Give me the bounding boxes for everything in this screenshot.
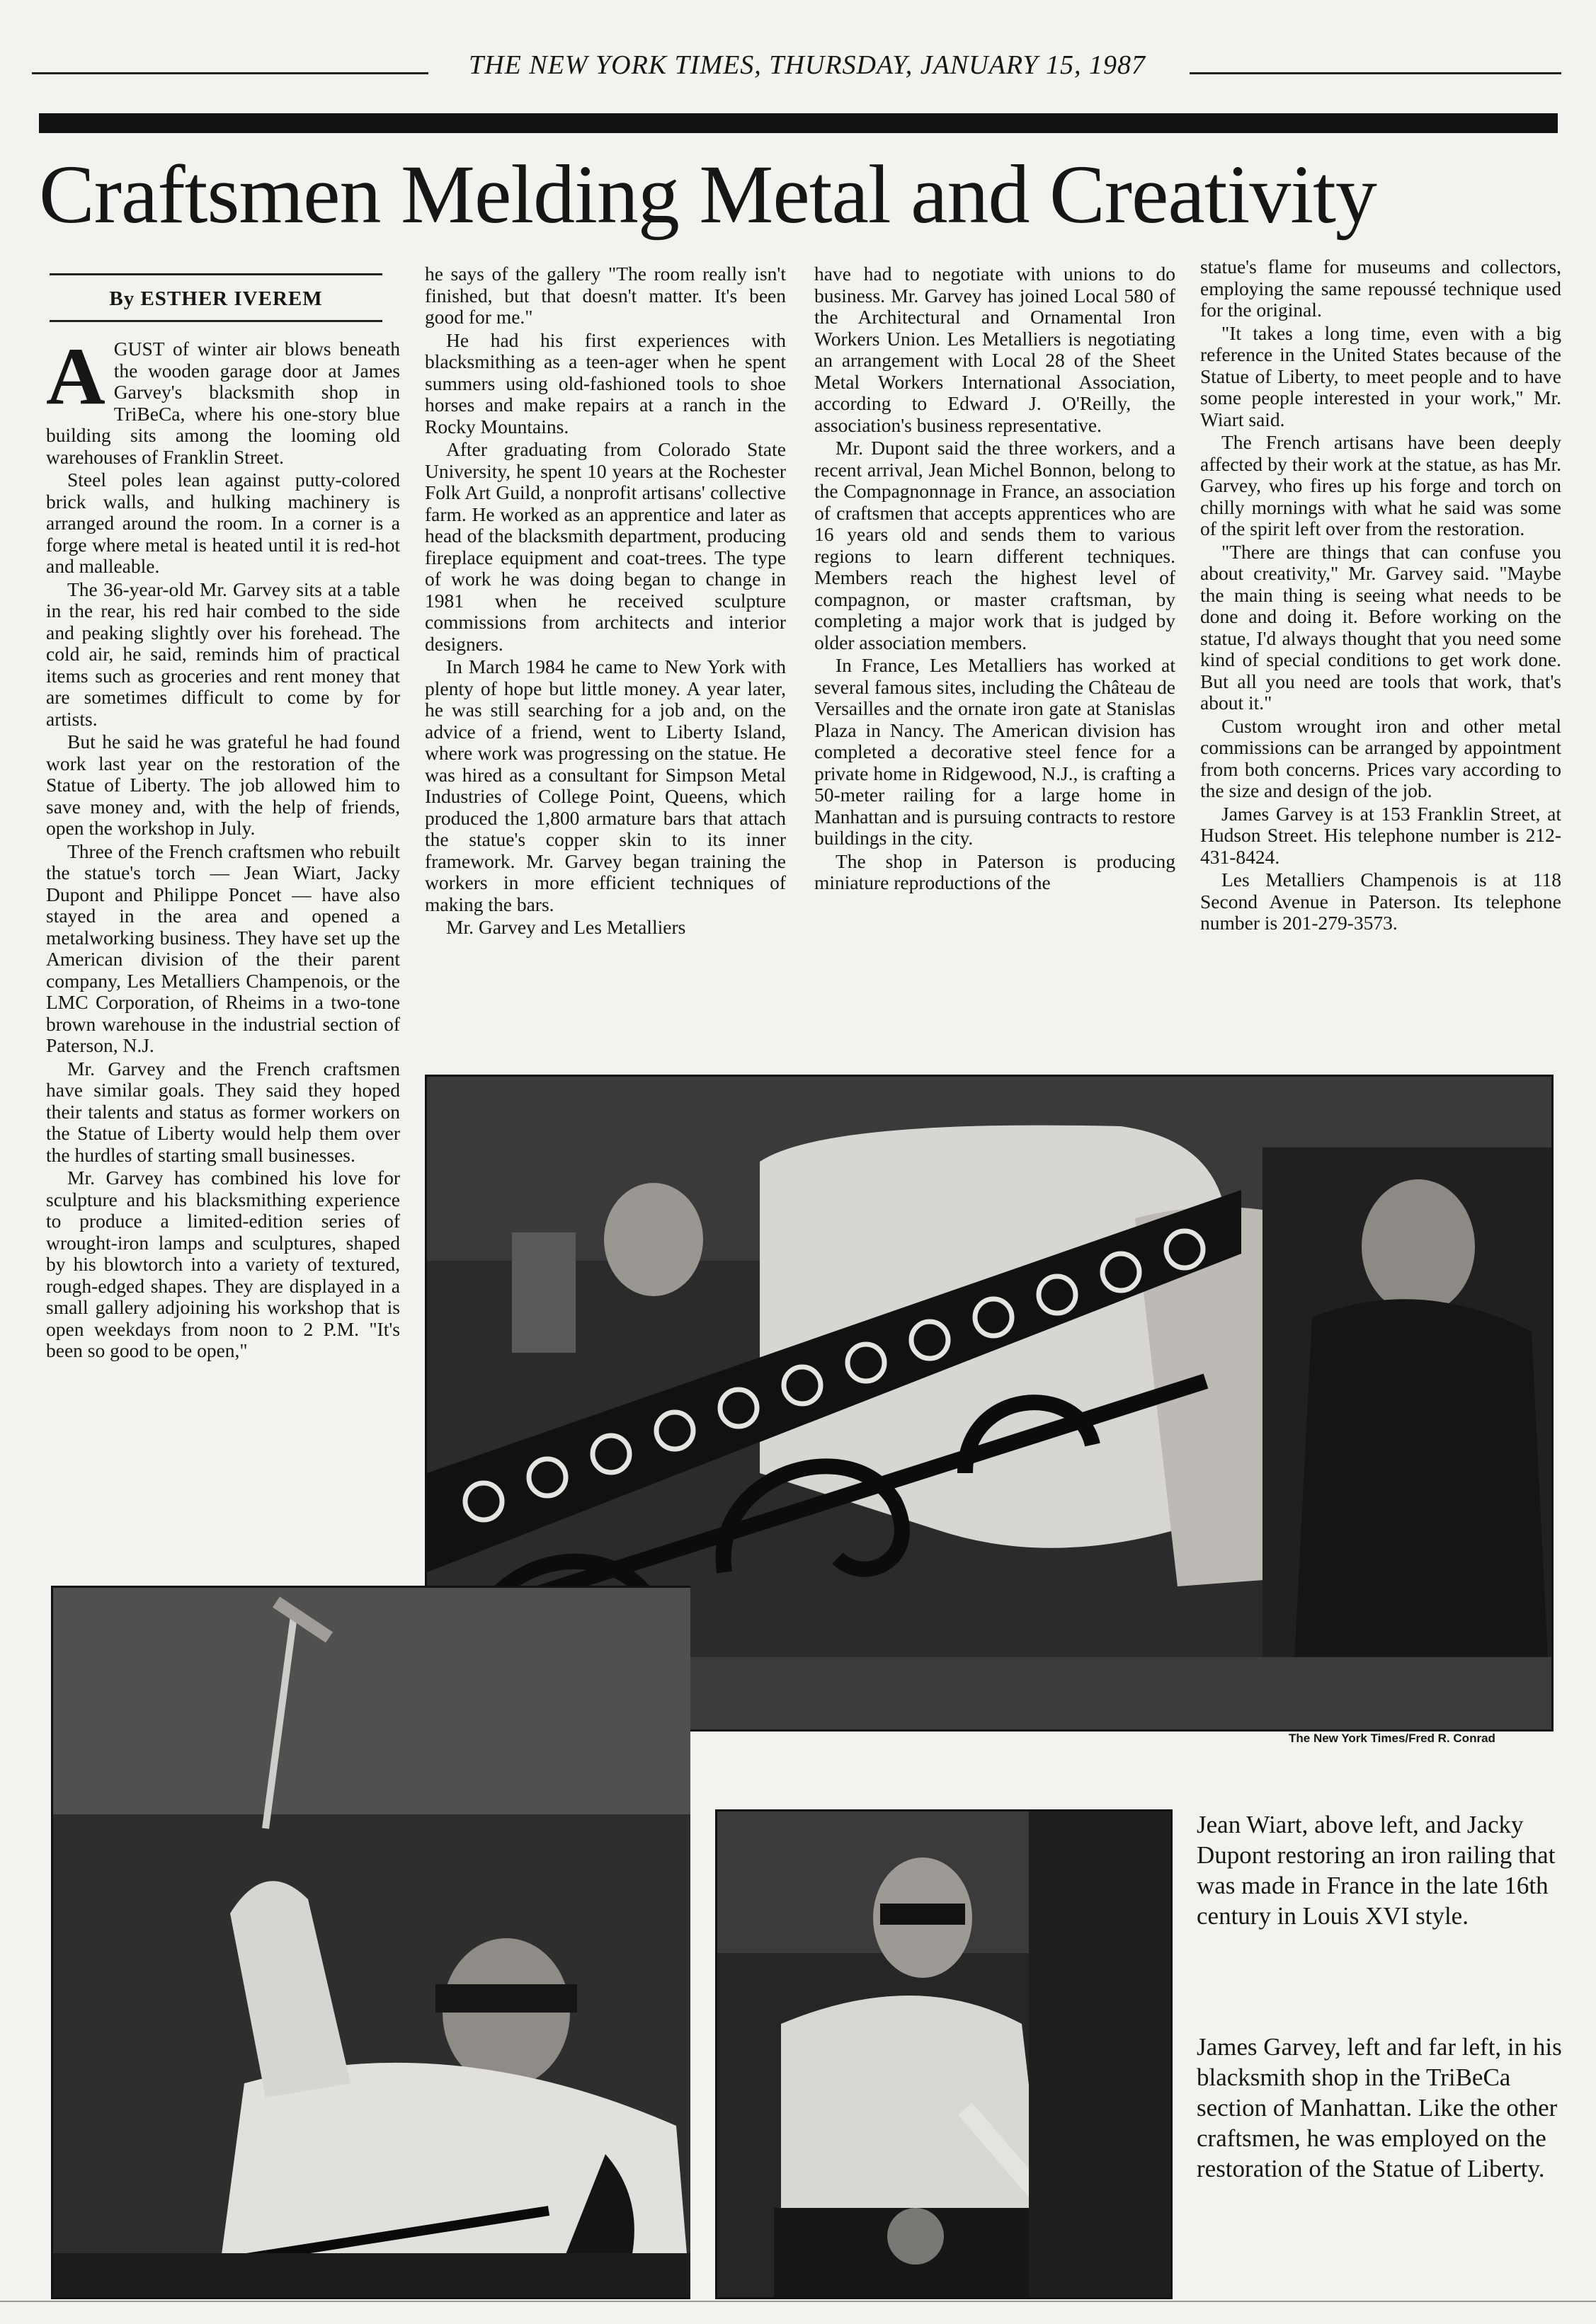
article-column-4 [1200,256,1561,1070]
article-paragraph: Mr. Garvey and Les Metalliers [446,916,686,938]
article-paragraph: Three of the French craftsmen who rebuilt the statue's torch — Jean Wiart, Jacky Dupont and Philippe Poncet — have also stayed in the area and opened a metalworking business. They have set up the American division of the their parent company, Les Metalliers Champenois, or the LMC Corporation, of Rheims in a two-tone brown warehouse in the industrial section of Paterson, N.J. [46,840,400,1056]
headline-top-rule [39,113,1558,133]
article-paragraph: Mr. Garvey has combined his love for sculpture and his blacksmithing experience to produce a limited-edition series of wrought-iron lamps and sculptures, shaped by his blowtorch into a variety of textured, rough-edged shapes. They are displayed in a small gallery adjoining his workshop that is open weekdays from noon to 2 P.M. "It's been so good to be open," [46,1167,400,1361]
article-paragraph: The shop in Paterson is producing miniature reproductions of the [814,849,1175,893]
photo-blacksmith-forge-left [51,1586,690,2299]
article-paragraph: After graduating from Colorado State University, he spent 10 years at the Rochester Folk Art Guild, a nonprofit artisans' collective farm. He worked as an apprentice and later as head of the blacksmith department, producing fireplace equipment and coat-trees. The type of work he was doing began to change in 1981 when he received sculpture commissions from architects and interior designers. [425,438,786,655]
headline: Craftsmen Melding Metal and Creativity [39,148,1376,241]
article-paragraph: "There are things that can confuse you about creativity," Mr. Garvey said. "Maybe the main thing is seeing what needs to be done and doing it. Before working on the statue, I'd always thought that you need some kind of special conditions to get work done. But all you need are tools that work, that's about it." [1200,540,1561,714]
masthead-text: THE NEW YORK TIMES, THURSDAY, JANUARY 15, 1987 [469,50,1146,80]
article-paragraph: Mr. Garvey and the French craftsmen have similar goals. They said they hoped their talents and status as former workers on the Statue of Liberty would help them over the hurdles of starting small businesses. [46,1057,400,1166]
article-paragraph: Mr. Dupont said the three workers, and a recent arrival, Jean Michel Bonnon, belong to the Compagnonnage in France, an association of craftsmen that accepts apprentices who are 16 years old and sends them to various regions to learn different techniques. Members reach the highest level of compagnon, or master craftsman, by completing a major work that is judged by older association members. [814,437,1175,653]
article-column-2 [425,263,786,1070]
article-paragraph: The 36-year-old Mr. Garvey sits at a table in the rear, his red hair combed to the side and peaking slightly over his forehead. The cold air, he said, reminds him of practical items such as groceries and rent money that are sometimes difficult to come by for artists. [46,578,400,730]
photo-credit: The New York Times/Fred R. Conrad [1289,1731,1495,1745]
masthead [0,42,1596,85]
masthead-rule-left [32,72,428,74]
article-paragraph: have had to negotiate with unions to do business. Mr. Garvey has joined Local 580 of the Architectural and Ornamental Iron Workers Union. Les Metalliers is negotiating an arrangement with Local 28 of the Sheet Metal Workers International Association, according to Edward J. O'Reilly, the association's business representative. [814,263,1175,436]
article-paragraph: Custom wrought iron and other metal commissions can be arranged by appointment from both concerns. Prices vary according to the size and design of the job. [1200,714,1561,801]
caption-top: Jean Wiart, above left, and Jacky Dupont restoring an iron railing that was made in France in the late 16th century in Louis XVI style. [1197,1811,1556,1930]
photo-blacksmith-forge [715,1809,1173,2299]
article-paragraph: James Garvey is at 153 Franklin Street, at Hudson Street. His telephone number is 212-431-8424. [1200,802,1561,868]
article-paragraph: Steel poles lean against putty-colored brick walls, and hulking machinery is arranged around the room. In a corner is a forge where metal is heated until it is red-hot and malleable. [46,469,400,577]
masthead-rule-right [1190,72,1561,74]
article-paragraph: he says of the gallery "The room really isn't finished, but that doesn't matter. It's been good for me." [425,263,786,328]
article-paragraph: "It takes a long time, even with a big reference in the United States because of the Statue of Liberty, to meet people and to have some people interested in your work," Mr. Wiart said. [1200,321,1561,430]
article-paragraph: AGUST of winter air blows beneath the wooden garage door at James Garvey's blacksmith shop in TriBeCa, where his one-story blue building sits among the looming old warehouses of Franklin Street. [46,338,400,468]
article-paragraph: He had his first experiences with blacksmithing as a teen-ager when he spent summers using old-fashioned tools to shoe horses and make repairs at a ranch in the Rocky Mountains. [425,328,786,437]
article-column-1 [46,338,400,1542]
dropcap: A [46,338,106,422]
article-paragraph: The French artisans have been deeply affected by their work at the statue, as has Mr. Garvey, who fires up his forge and torch on chilly mornings with what he said was some of the spirit left over from the restoration. [1200,431,1561,539]
caption-bottom: James Garvey, left and far left, in his blacksmith shop in the TriBeCa section of Manhattan. Like the other craftsmen, he was employed on the restoration of the Statue of Liberty. [1197,2033,1562,2182]
article-column-3 [814,263,1175,1070]
byline-rule-top [50,273,382,275]
article-paragraph: But he said he was grateful he had found work last year on the restoration of the Statue of Liberty. The job allowed him to save money and, with the help of friends, open the workshop in July. [46,731,400,839]
article-paragraph: statue's flame for museums and collectors, employing the same repoussé technique used for the original. [1200,256,1561,321]
article-paragraph: Les Metalliers Champenois is at 118 Second Avenue in Paterson. Its telephone number is 201-279-3573. [1200,869,1561,934]
article-paragraph: In France, Les Metalliers has worked at several famous sites, including the Château de Versailles and the ornate iron gate at Stanislas Plaza in Nancy. The American division has completed a decorative steel fence for a private home in Ridgewood, N.J., is crafting a 50-meter railing for a large home in Manhattan and is pursuing contracts to restore buildings in the city. [814,654,1175,849]
page-bottom-rule [0,2301,1596,2302]
byline: By ESTHER IVEREM [109,287,323,310]
byline-rule-bottom [50,320,382,322]
article-paragraph: In March 1984 he came to New York with plenty of hope but little money. A year later, he was still searching for a job and, on the advice of a friend, went to Liberty Island, where work was progressing on the statue. He was hired as a consultant for Simpson Metal Industries of College Point, Queens, which produced the 1,800 armature bars that attach the statue's copper skin to its inner framework. Mr. Garvey began training the workers in more efficient techniques of making the bars. [425,656,786,915]
